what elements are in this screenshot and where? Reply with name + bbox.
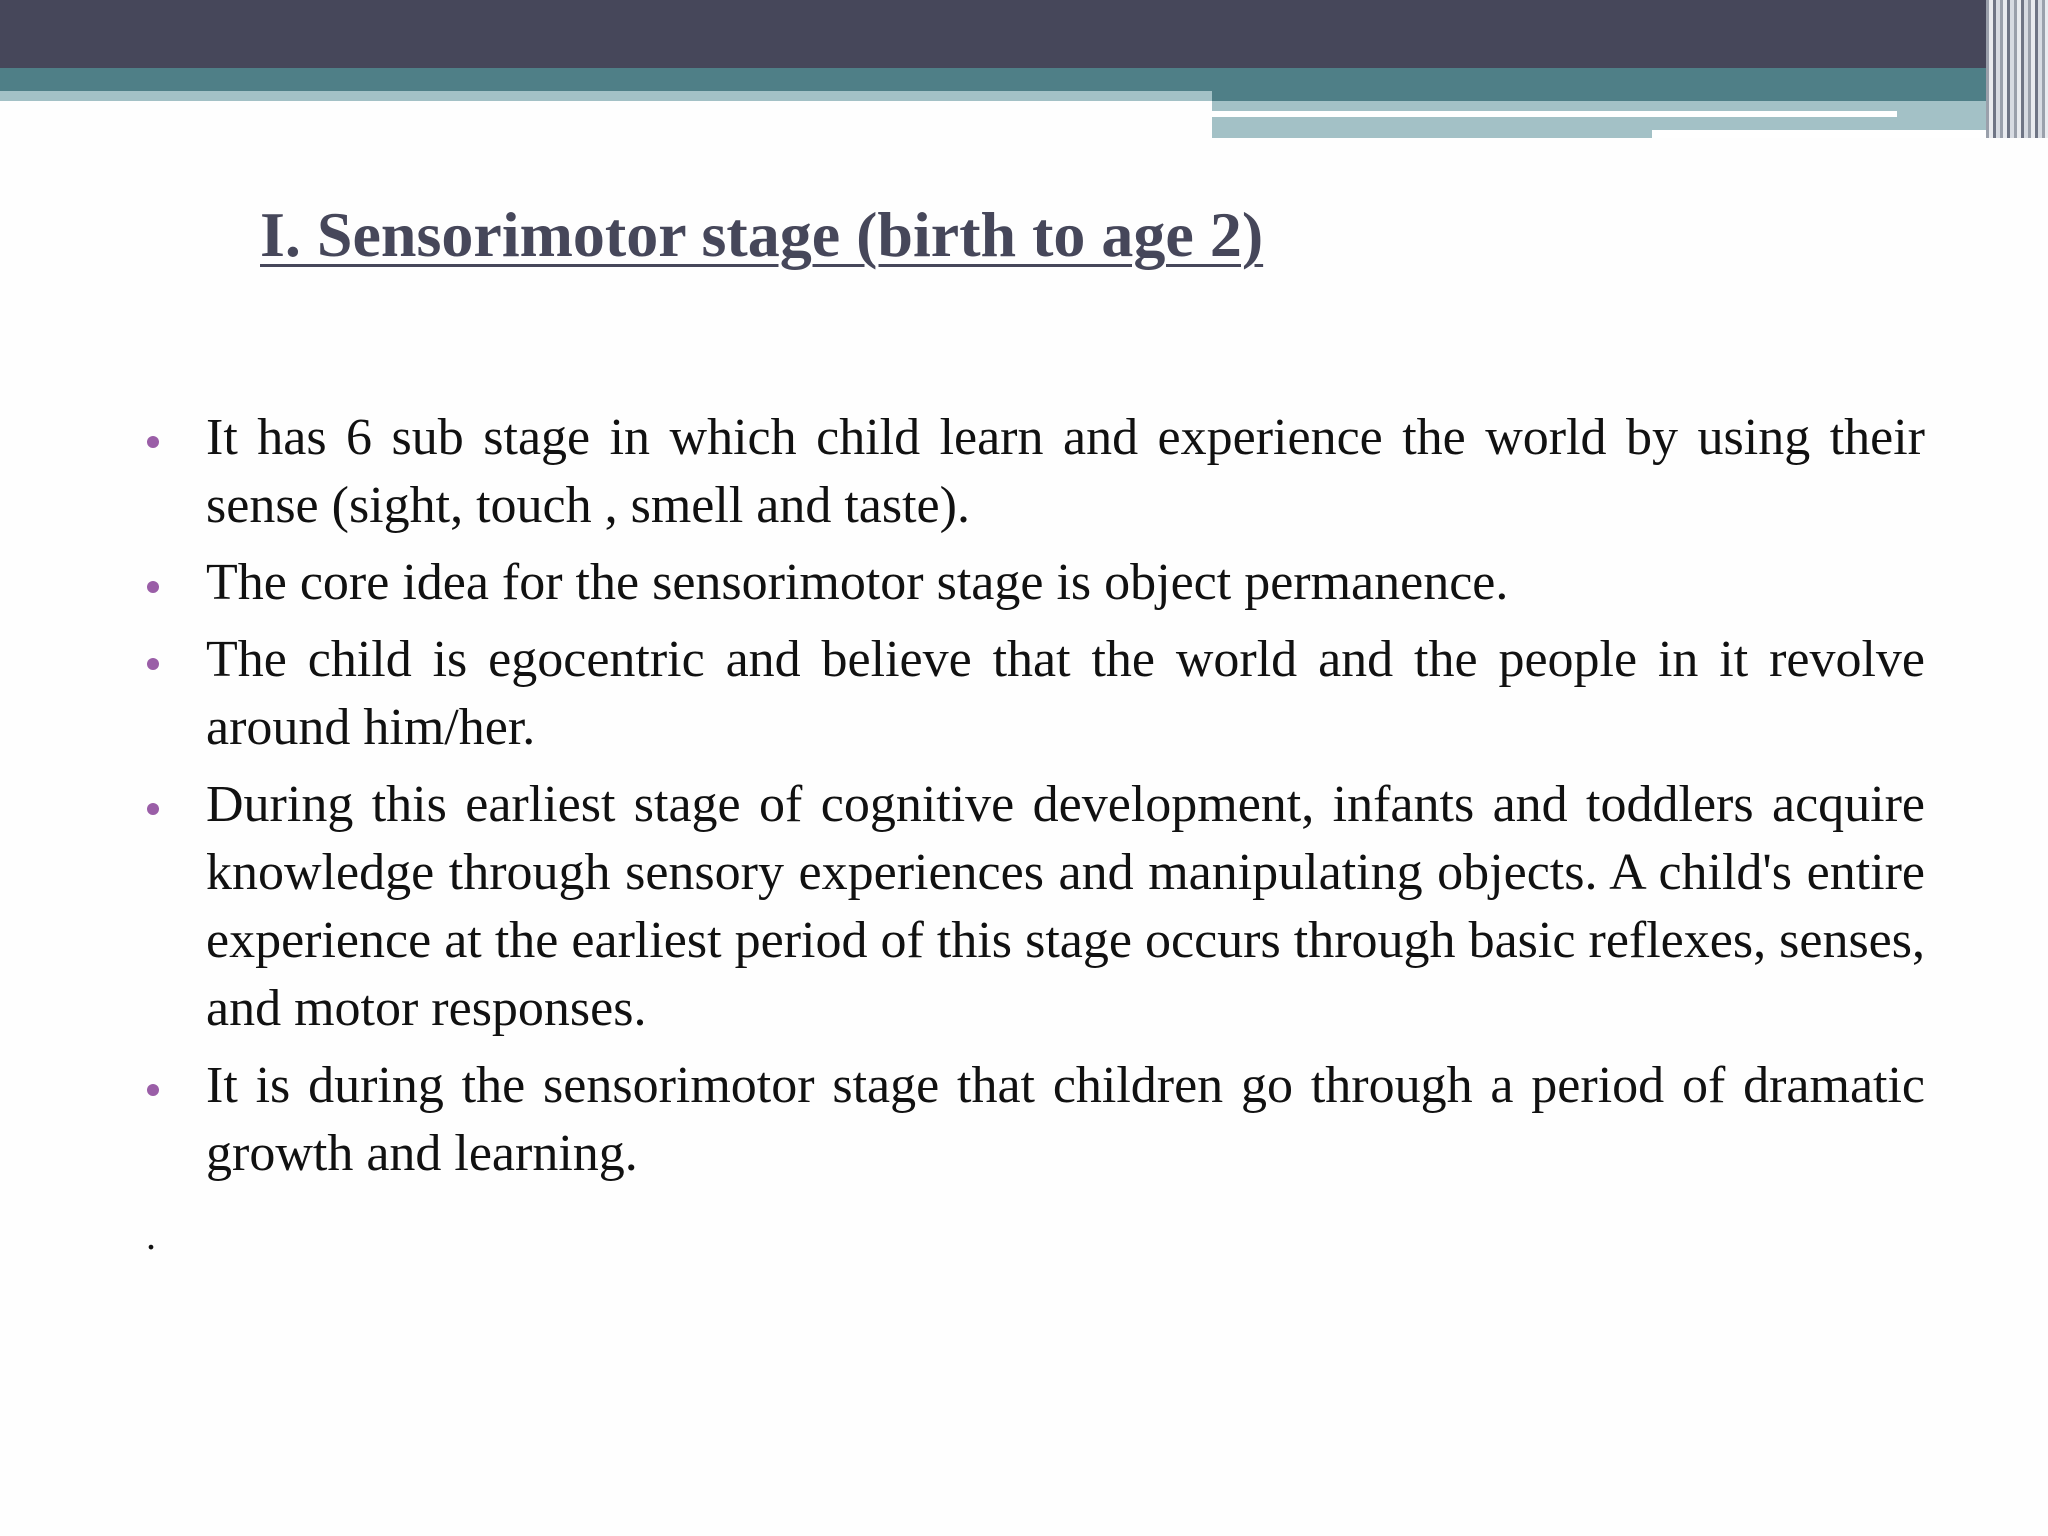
header-band-dark — [0, 0, 2048, 68]
bullet-dot-icon — [147, 803, 159, 815]
bullet-item — [145, 549, 1925, 617]
header-stripes-decoration — [1986, 0, 2048, 138]
header-band-teal-right — [1212, 91, 2048, 101]
bullet-text: The core idea for the sensorimotor stage is object permanence. — [206, 554, 1509, 611]
bullet-list — [145, 404, 1925, 1197]
bullet-dot-icon — [147, 436, 159, 448]
trailing-period: . — [146, 1213, 156, 1258]
header-band-teal — [0, 68, 2048, 91]
bullet-item — [145, 626, 1925, 762]
bullet-item — [145, 404, 1925, 540]
bullet-text: The child is egocentric and believe that the world and the people in it revolve around him/her. — [206, 631, 1925, 756]
bullet-dot-icon — [147, 1084, 159, 1096]
bullet-text: It is during the sensorimotor stage that children go through a period of dramatic growth and learning. — [206, 1057, 1925, 1182]
bullet-item — [145, 771, 1925, 1043]
header-band-light-left — [0, 91, 1212, 101]
slide-title: I. Sensorimotor stage (birth to age 2) — [260, 199, 1264, 270]
bullet-item — [145, 1052, 1925, 1188]
bullet-text: It has 6 sub stage in which child learn and experience the world by using their sense (sight, touch , smell and taste). — [206, 409, 1925, 534]
header-white-line — [1212, 111, 1897, 117]
bullet-dot-icon — [147, 658, 159, 670]
bullet-text: During this earliest stage of cognitive development, infants and toddlers acquire knowledge through sensory experiences and manipulating objects. A child's entire experience at the earliest period of this stage occurs through basic reflexes, senses, and motor responses. — [206, 776, 1925, 1037]
bullet-dot-icon — [147, 581, 159, 593]
